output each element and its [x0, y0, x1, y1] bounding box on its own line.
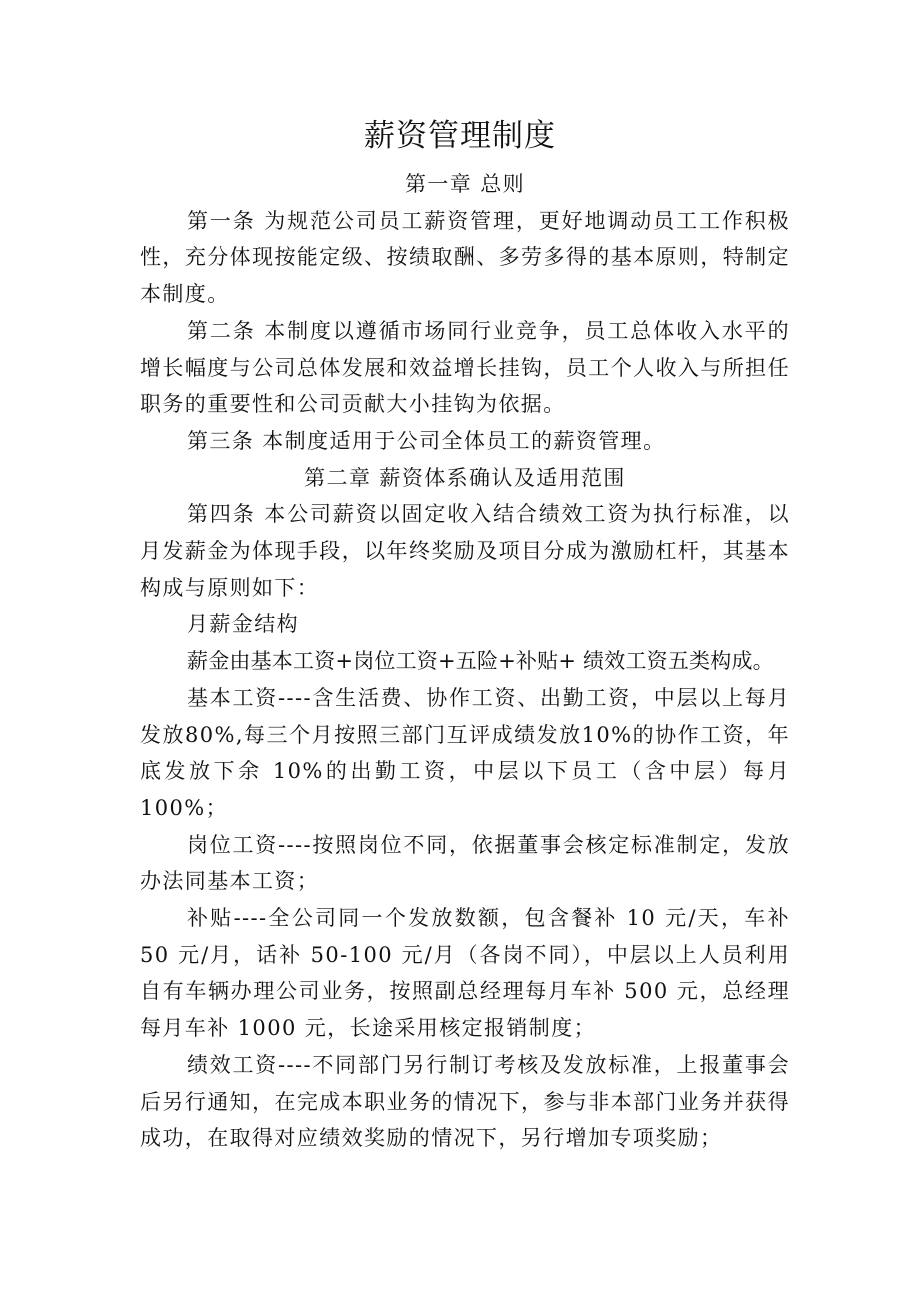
- post-wage-paragraph: 岗位工资----按照岗位不同，依据董事会核定标准制定，发放办法同基本工资；: [140, 832, 790, 894]
- article-1: 第一条 为规范公司员工薪资管理，更好地调动员工工作积极性，充分体现按能定级、按绩取酬、多劳多得的基本原则，特制定本制度。: [140, 208, 790, 307]
- chapter-heading-1: 第一章 总则: [404, 172, 526, 196]
- monthly-salary-heading: 月薪金结构: [187, 612, 299, 637]
- document-body: [140, 166, 790, 1157]
- performance-wage-paragraph: 绩效工资----不同部门另行制订考核及发放标准，上报董事会后另行通知，在完成本职业务的情况下，参与非本部门业务并获得成功，在取得对应绩效奖励的情况下，另行增加专项奖励；: [140, 1052, 790, 1151]
- document-title: 薪资管理制度: [364, 118, 556, 154]
- article-3: 第三条 本制度适用于公司全体员工的薪资管理。: [187, 428, 666, 453]
- article-2: 第二条 本制度以遵循市场同行业竞争，员工总体收入水平的增长幅度与公司总体发展和效益增长挂钩，员工个人收入与所担任职务的重要性和公司贡献大小挂钩为依据。: [140, 318, 790, 417]
- basic-wage-paragraph: 基本工资----含生活费、协作工资、出勤工资，中层以上每月发放80%,每三个月按照三部门互评成绩发放10%的协作工资，年底发放下余 10%的出勤工资，中层以下员工（含中层）每月100%；: [140, 685, 790, 820]
- chapter-heading-2: 第二章 薪资体系确认及适用范围: [304, 465, 626, 490]
- salary-composition: 薪金由基本工资+岗位工资+五险+补贴+ 绩效工资五类构成。: [187, 649, 774, 674]
- subsidy-paragraph: 补贴----全公司同一个发放数额，包含餐补 10 元/天，车补 50 元/月，话补 50-100 元/月（各岗不同），中层以上人员利用自有车辆办理公司业务，按照副总经理每月车补 500 元，总经理每月车补 1000 元，长途采用核定报销制度；: [140, 906, 790, 1041]
- article-4: 第四条 本公司薪资以固定收入结合绩效工资为执行标准，以月发薪金为体现手段，以年终奖励及项目分成为激励杠杆，其基本构成与原则如下：: [140, 502, 790, 600]
